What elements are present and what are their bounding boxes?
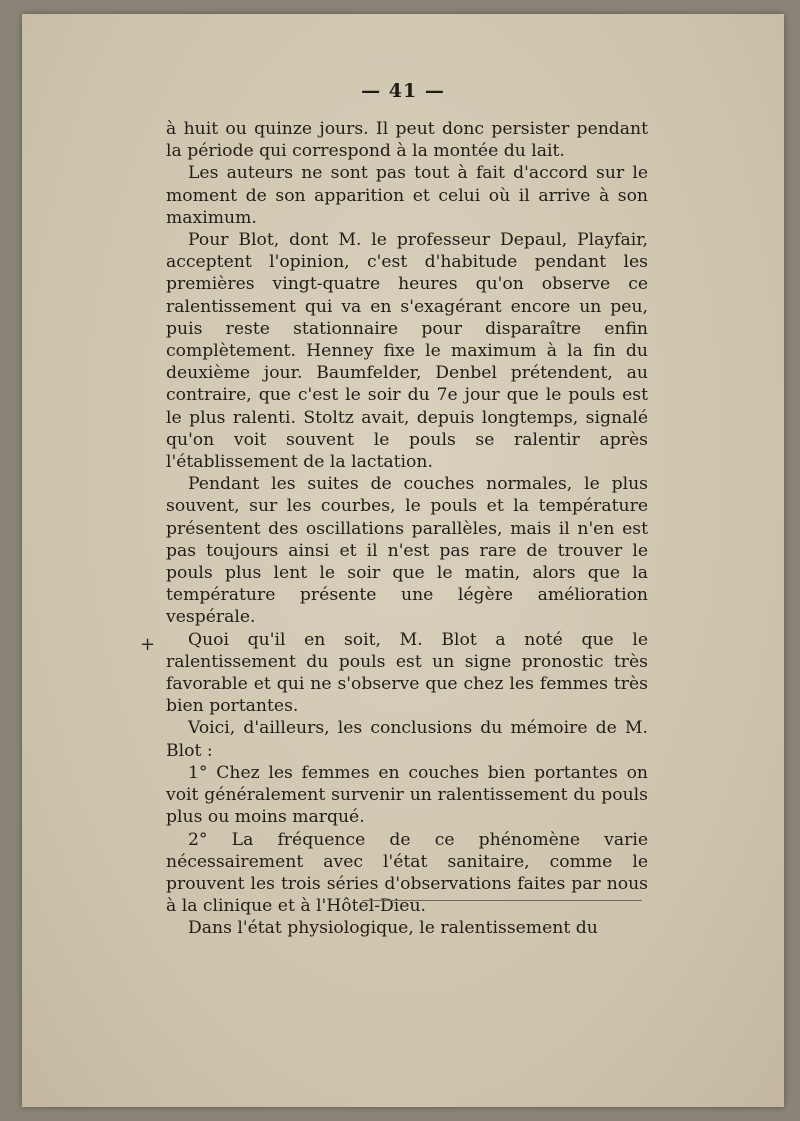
paragraph-5: Quoi qu'il en soit, M. Blot a noté que le ralentissement du pouls est un signe pronostic très favorable et qui ne s'observe que chez les femmes très bien portantes. <box>166 629 648 717</box>
body-text <box>166 118 648 940</box>
paragraph-2: Les auteurs ne sont pas tout à fait d'accord sur le moment de son apparition et celui où il arrive à son maximum. <box>166 163 648 228</box>
footnote-rule <box>362 900 642 901</box>
paragraph-6: Voici, d'ailleurs, les conclusions du mémoire de M. Blot : <box>166 718 648 761</box>
paragraph-7: 1° Chez les femmes en couches bien portantes on voit généralement survenir un ralentissement du pouls plus ou moins marqué. <box>166 762 648 828</box>
paragraph-4: Pendant les suites de couches normales, le plus souvent, sur les courbes, le pouls et la température présentent des oscillations parallèles, mais il n'en est pas toujours ainsi et il n'est pas rare de trouver le pouls plus lent le soir que le matin, alors que la température présente une légère amélioration vespérale. <box>166 474 648 628</box>
paragraph-8: 2° La fréquence de ce phénomène varie nécessairement avec l'état sanitaire, comme le prouvent les trois séries d'observations faites par nous à la clinique et à l'Hôtel-Dieu. <box>166 829 648 917</box>
paragraph-9: Dans l'état physiologique, le ralentissement du <box>188 918 598 939</box>
margin-annotation: + <box>140 634 156 655</box>
paragraph-3: Pour Blot, dont M. le professeur Depaul, Playfair, acceptent l'opinion, c'est d'habitude pendant les premières vingt-quatre heures qu'on observe ce ralentissement qui va en s'exagérant encore un peu, puis reste stationnaire pour disparaître enfin complètement. Henney fixe le maximum à la fin du deuxième jour. Baumfelder, Denbel prétendent, au contraire, que c'est le soir du 7e jour que le pouls est le plus ralenti. Stoltz avait, depuis longtemps, signalé qu'on voit souvent le pouls se ralentir après l'établissement de la lactation. <box>166 230 648 473</box>
paragraph-1: à huit ou quinze jours. Il peut donc persister pendant la période qui correspond à la montée du lait. <box>166 119 648 162</box>
document-page <box>22 14 784 1107</box>
page-number: — 41 — <box>361 80 445 102</box>
